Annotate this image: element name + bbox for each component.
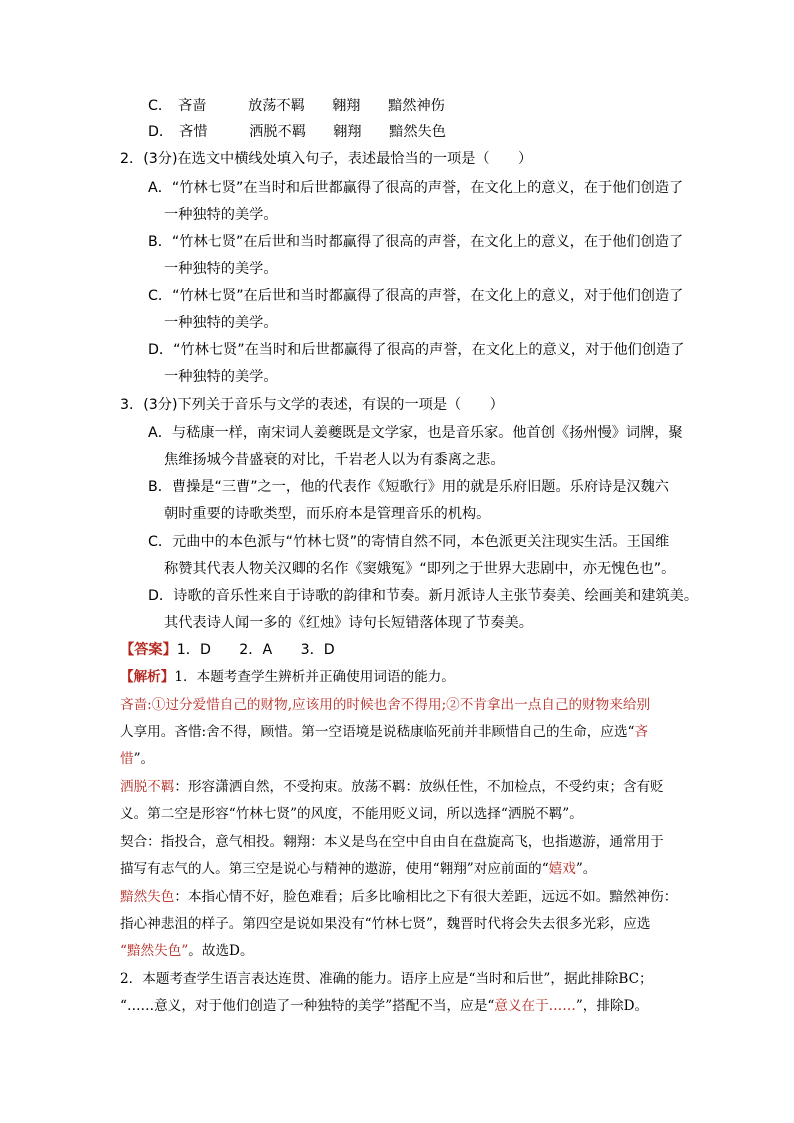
option-word-2: 放荡不羁 bbox=[248, 98, 305, 114]
option-word-4: 黯然失色 bbox=[389, 124, 446, 140]
analysis-intro bbox=[120, 667, 455, 687]
analysis-p3-line2 bbox=[120, 859, 596, 879]
option-word-4: 黯然神伤 bbox=[388, 98, 445, 114]
option-letter: D． bbox=[148, 124, 174, 140]
option-word-2: 洒脱不羁 bbox=[249, 124, 306, 140]
analysis-p3-line1: 契合：指投合，意气相投。翱翔：本义是鸟在空中自由自在盘旋高飞，也指遨游，通常用于 bbox=[120, 834, 664, 850]
q3-option-a: A．与嵇康一样，南宋词人姜夔既是文学家，也是音乐家。他首创《扬州慢》词牌，聚 bbox=[148, 425, 683, 441]
q2-option-b-cont: 一种独特的美学。 bbox=[164, 261, 278, 277]
text: 描写有志气的人。第三空是说心与精神的遨游，使用“翱翔”对应前面的“ bbox=[120, 861, 549, 877]
term-anran: 黯然失色 bbox=[120, 889, 175, 905]
text: ：本指心情不好，脸色难看；后多比喻相比之下有很大差距，远远不如。黯然神伤： bbox=[174, 889, 678, 905]
analysis-p2-line2: 义。第二空是形容“竹林七贤”的风度，不能用贬义词，所以选择“洒脱不羁”。 bbox=[120, 806, 583, 822]
q2-option-b: B．“竹林七贤”在后世和当时都赢得了很高的声誉，在文化上的意义，在于他们创造了 bbox=[148, 234, 684, 250]
q1-option-c bbox=[148, 96, 445, 116]
q2-option-d: D．“竹林七贤”在当时和后世都赢得了很高的声誉，在文化上的意义，对于他们创造了 bbox=[148, 342, 685, 358]
option-word-3: 翱翔 bbox=[333, 124, 362, 140]
option-word-3: 翱翔 bbox=[332, 98, 361, 114]
q3-option-b: B．曹操是“三曹”之一，他的代表作《短歌行》用的就是乐府旧题。乐府诗是汉魏六 bbox=[148, 479, 669, 495]
analysis-q2-line1: 2．本题考查学生语言表达连贯、准确的能力。语序上应是“当时和后世”，据此排除BC； bbox=[120, 971, 653, 987]
option-word-1: 吝啬 bbox=[178, 98, 207, 114]
term-linse: 吝啬: bbox=[120, 697, 152, 713]
highlight: 吝 bbox=[634, 724, 649, 740]
q1-option-d bbox=[148, 122, 446, 142]
highlight: “黯然失色” bbox=[120, 943, 189, 959]
q3-option-c: C．元曲中的本色派与“竹林七贤”的寄情自然不同，本色派更关注现实生活。王国维 bbox=[148, 534, 670, 550]
term-linse-definition: ①过分爱惜自己的财物,应该用的时候也舍不得用;②不肯拿出一点自己的财物来给别 bbox=[151, 697, 651, 713]
text: 人享用。吝惜:舍不得，顾惜。第一空语境是说嵇康临死前并非顾惜自己的生命，应选“ bbox=[120, 724, 635, 740]
q2-option-a-cont: 一种独特的美学。 bbox=[164, 207, 278, 223]
text: ：形容潇洒自然，不受拘束。放荡不羁：放纵任性，不加检点，不受约束；含有贬 bbox=[174, 779, 664, 795]
analysis-p4-line2: 指心神悲沮的样子。第四空是说如果没有“竹林七贤”，魏晋时代将会失去很多光彩，应选 bbox=[120, 916, 651, 932]
text: ”。 bbox=[575, 861, 597, 877]
analysis-p4-line3 bbox=[120, 941, 254, 961]
option-word-1: 吝惜 bbox=[179, 124, 208, 140]
q2-option-d-cont: 一种独特的美学。 bbox=[164, 369, 278, 385]
q3-stem: 3．(3分)下列关于音乐与文学的表述，有误的一项是（ ） bbox=[120, 397, 504, 413]
q2-stem: 2．(3分)在选文中横线处填入句子，表述最恰当的一项是（ ） bbox=[120, 151, 533, 167]
analysis-p1-line1 bbox=[120, 695, 650, 715]
highlight: 惜 bbox=[120, 751, 134, 767]
analysis-p2-line1 bbox=[120, 777, 664, 797]
q2-option-c: C．“竹林七贤”在后世和当时都赢得了很高的声誉，在文化上的意义，对于他们创造了 bbox=[148, 288, 684, 304]
text: ”，排除D。 bbox=[575, 998, 649, 1014]
analysis-p4-line1 bbox=[120, 887, 677, 907]
text: ”。 bbox=[133, 751, 155, 767]
q2-option-a: A．“竹林七贤”在当时和后世都赢得了很高的声誉，在文化上的意义，在于他们创造了 bbox=[148, 180, 684, 196]
q3-option-a-cont: 焦维扬城今昔盛衰的对比，千岩老人以为有黍离之悲。 bbox=[164, 452, 505, 468]
option-letter: C． bbox=[148, 98, 173, 114]
analysis-p1-line2 bbox=[120, 722, 648, 742]
highlight: 嬉戏 bbox=[548, 861, 576, 877]
answer-line bbox=[120, 640, 335, 660]
q3-option-d: D．诗歌的音乐性来自于诗歌的韵律和节奏。新月派诗人主张节奏美、绘画美和建筑美。 bbox=[148, 588, 699, 604]
analysis-q2-line2 bbox=[120, 996, 648, 1016]
text: “……意义，对于他们创造了一种独特的美学”搭配不当，应是“ bbox=[120, 998, 495, 1014]
q2-option-c-cont: 一种独特的美学。 bbox=[164, 315, 278, 331]
analysis-label: 【解析】 bbox=[120, 669, 175, 685]
q3-option-d-cont: 其代表诗人闻一多的《红烛》诗句长短错落体现了节奏美。 bbox=[164, 615, 533, 631]
answer-label: 【答案】 bbox=[120, 642, 177, 658]
analysis-p1-line3 bbox=[120, 749, 154, 769]
highlight: 意义在于…… bbox=[494, 998, 576, 1014]
answer-text: 1．D 2．A 3．D bbox=[176, 642, 335, 658]
text: 。故选D。 bbox=[188, 943, 254, 959]
term-satuo: 洒脱不羁 bbox=[120, 779, 175, 795]
q3-option-b-cont: 朝时重要的诗歌类型，而乐府本是管理音乐的机构。 bbox=[164, 506, 491, 522]
q3-option-c-cont: 称赞其代表人物关汉卿的名作《窦娥冤》“即列之于世界大悲剧中，亦无愧色也”。 bbox=[164, 561, 676, 577]
analysis-q1-intro: 1．本题考查学生辨析并正确使用词语的能力。 bbox=[174, 669, 455, 685]
